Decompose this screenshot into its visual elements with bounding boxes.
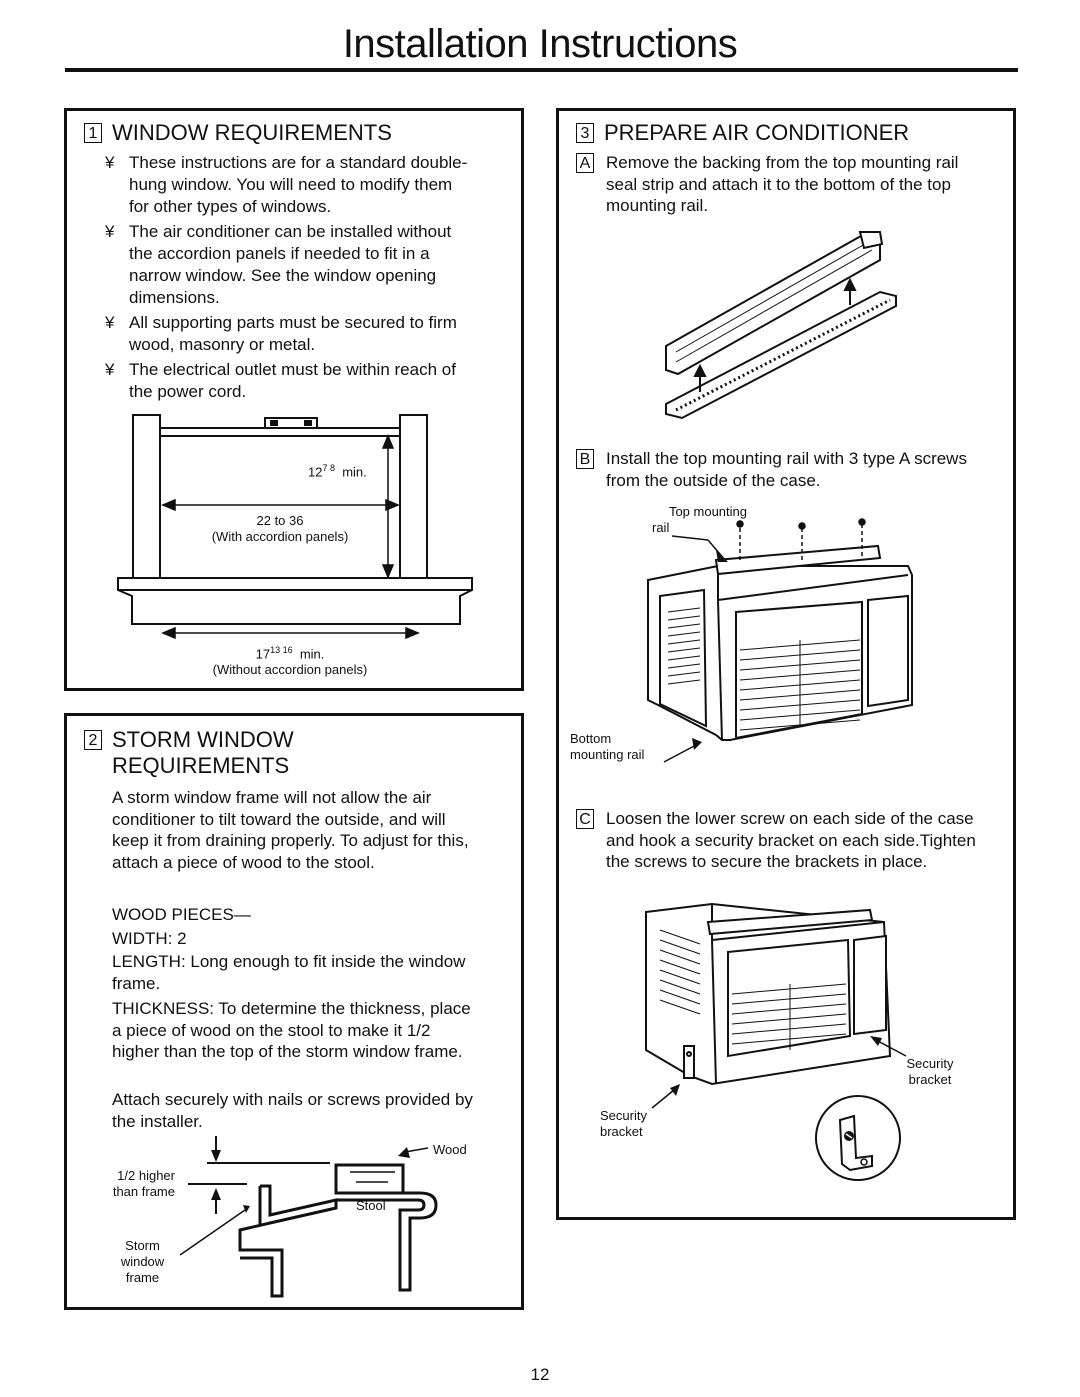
width-note: (With accordion panels) <box>211 529 349 544</box>
stool-label: Stool <box>356 1198 386 1213</box>
storm-intro: A storm window frame will not allow the air conditioner to tilt toward the outside, and will keep it from draining properly. To adjust for this, attach a piece of wood to the stool. <box>112 788 469 872</box>
bracket-left-line1: Security <box>600 1108 647 1123</box>
wood-pieces-label: WOOD PIECES— <box>112 905 251 924</box>
wood-width: WIDTH: 2 <box>112 929 187 948</box>
step-letter: A <box>576 153 594 173</box>
bullet-text: The electrical outlet must be within reach of the power cord. <box>129 360 456 401</box>
min-width-suffix: min. <box>299 646 325 662</box>
top-rail-line2: rail <box>652 520 670 535</box>
attach-note: Attach securely with nails or screws provided by the installer. <box>112 1090 473 1131</box>
section-number: 1 <box>84 123 102 143</box>
page-title: Installation Instructions <box>342 22 738 66</box>
bullet-text: The air conditioner can be installed without the accordion panels if needed to fit in a narrow window. See the window opening dimensions. <box>129 222 452 307</box>
wood-thickness: THICKNESS: To determine the thickness, place a piece of wood on the stool to make it 1/2 higher than the top of the storm window frame. <box>112 999 471 1061</box>
section-number: 2 <box>84 730 102 750</box>
bullet-glyph: ¥ <box>105 153 115 172</box>
step-text: Remove the backing from the top mounting rail seal strip and attach it to the bottom of the top mounting rail. <box>606 153 959 215</box>
bullet-glyph: ¥ <box>105 360 115 379</box>
section-title-line2: REQUIREMENTS <box>112 753 290 778</box>
step-text: Loosen the lower screw on each side of the case and hook a security bracket on each side.Tighten the screws to secure the brackets in place. <box>606 809 976 871</box>
storm-line1: Storm <box>125 1238 160 1253</box>
height-suffix: min. <box>342 464 367 480</box>
storm-line2: window <box>120 1254 165 1269</box>
security-bracket-left-label <box>600 1108 647 1140</box>
section-title: WINDOW REQUIREMENTS <box>112 120 392 145</box>
bracket-right-line2: bracket <box>908 1072 952 1087</box>
min-width-note: (Without accordion panels) <box>212 662 368 678</box>
page-number: 12 <box>530 1365 550 1384</box>
min-width-fraction: 13 16 <box>270 645 293 655</box>
bracket-left-line2: bracket <box>600 1124 643 1139</box>
section-title-line1: STORM WINDOW <box>112 727 294 752</box>
wood-label: Wood <box>433 1142 467 1157</box>
section-title: PREPARE AIR CONDITIONER <box>604 120 910 145</box>
height-fraction: 7 8 <box>322 463 335 473</box>
security-bracket-right-label <box>898 1056 962 1088</box>
bottom-rail-line1: Bottom <box>570 731 612 746</box>
step-text: Install the top mounting rail with 3 type A screws from the outside of the case. <box>606 449 967 490</box>
bullet-glyph: ¥ <box>105 222 115 241</box>
top-rail-line1: Top mounting <box>668 504 747 519</box>
min-width-value: 17 <box>255 646 271 662</box>
step-letter: C <box>576 809 594 829</box>
width-value: 22 to 36 <box>256 513 304 528</box>
higher-line2: than frame <box>112 1184 175 1199</box>
step-letter: B <box>576 449 594 469</box>
section-number: 3 <box>576 123 594 143</box>
higher-line1: 1/2 higher <box>117 1168 175 1183</box>
bracket-right-line1: Security <box>906 1056 954 1071</box>
wood-length: LENGTH: Long enough to fit inside the window frame. <box>112 952 466 993</box>
bottom-rail-line2: mounting rail <box>570 747 645 762</box>
storm-line3: frame <box>125 1270 160 1285</box>
bullet-glyph: ¥ <box>105 313 115 332</box>
height-value: 12 <box>308 464 323 480</box>
bullet-text: These instructions are for a standard double-hung window. You will need to modify them for other types of windows. <box>129 153 468 216</box>
bullet-text: All supporting parts must be secured to firm wood, masonry or metal. <box>129 313 457 354</box>
